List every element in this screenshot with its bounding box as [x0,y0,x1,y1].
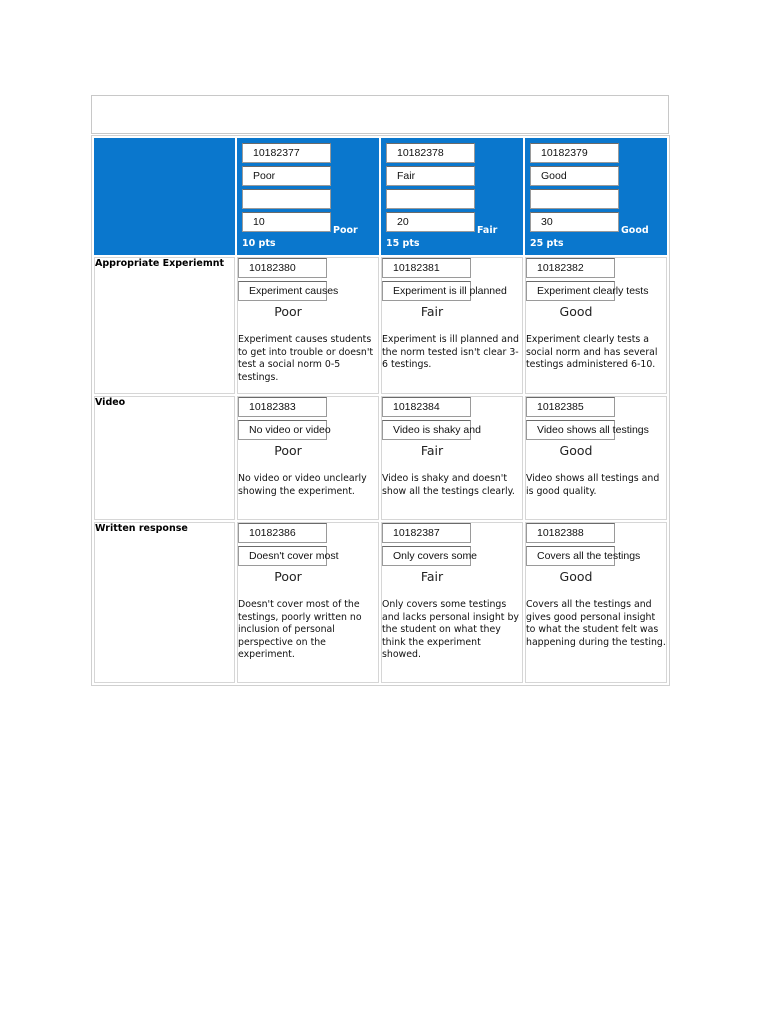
criterion-row [94,396,667,520]
header-row [94,138,667,255]
cell-level-title: Fair [420,569,444,584]
cell-text-field[interactable]: Covers all the testings [526,546,615,566]
header-name-field[interactable]: Fair [386,166,475,186]
cell-description: Video is shaky and doesn't show all the testings clearly. [382,473,515,497]
criterion-cell [237,257,379,394]
cell-id-field[interactable]: 10182385 [526,397,615,417]
header-cell-fair [381,138,523,255]
header-score-field[interactable]: 20 [386,212,475,232]
criterion-cell [237,522,379,683]
header-level-label: Fair [477,225,498,236]
cell-text-field[interactable]: Video is shaky and [382,420,471,440]
criterion-cell [525,522,667,683]
rubric-title-box [91,95,669,134]
header-level-label: Good [621,225,649,236]
header-id-field[interactable]: 10182378 [386,143,475,163]
cell-level-title: Good [559,304,593,319]
cell-description: Video shows all testings and is good quality. [526,473,660,497]
criterion-label-cell [94,522,235,683]
header-name-field[interactable]: Good [530,166,619,186]
header-score-field[interactable]: 30 [530,212,619,232]
cell-level-title: Poor [274,569,302,584]
header-name-field[interactable]: Poor [242,166,331,186]
header-blank-field[interactable] [242,189,331,209]
header-points: 10 pts [242,238,276,249]
criterion-row [94,257,667,394]
criterion-cell [525,257,667,394]
header-points: 15 pts [386,238,420,249]
cell-text-field[interactable]: Doesn't cover most [238,546,327,566]
cell-text-field[interactable]: Only covers some [382,546,471,566]
criterion-cell [381,396,523,520]
criterion-row [94,522,667,683]
header-score-field[interactable]: 10 [242,212,331,232]
criterion-label: Written response [95,523,188,534]
header-blank-field[interactable] [386,189,475,209]
rubric-table [91,135,670,686]
cell-level-title: Poor [274,443,302,458]
criterion-cell [237,396,379,520]
cell-id-field[interactable]: 10182381 [382,258,471,278]
header-id-field[interactable]: 10182379 [530,143,619,163]
cell-text-field[interactable]: Experiment is ill planned [382,281,471,301]
cell-text-field[interactable]: Experiment clearly tests [526,281,615,301]
cell-level-title: Poor [274,304,302,319]
cell-level-title: Good [559,443,593,458]
cell-level-title: Fair [420,443,444,458]
criterion-cell [381,257,523,394]
header-blank-field[interactable] [530,189,619,209]
cell-description: Experiment is ill planned and the norm tested isn't clear 3-6 testings. [382,334,519,371]
cell-id-field[interactable]: 10182386 [238,523,327,543]
header-cell-poor [237,138,379,255]
cell-id-field[interactable]: 10182388 [526,523,615,543]
cell-level-title: Good [559,569,593,584]
criterion-cell [381,522,523,683]
cell-description: Experiment causes students to get into trouble or doesn't test a social norm 0-5 testings. [238,334,374,383]
header-id-field[interactable]: 10182377 [242,143,331,163]
cell-text-field[interactable]: Video shows all testings [526,420,615,440]
cell-level-title: Fair [420,304,444,319]
cell-text-field[interactable]: No video or video [238,420,327,440]
criterion-label: Video [95,397,126,408]
criterion-label-cell [94,396,235,520]
cell-text-field[interactable]: Experiment causes [238,281,327,301]
cell-id-field[interactable]: 10182382 [526,258,615,278]
criterion-cell [525,396,667,520]
cell-id-field[interactable]: 10182383 [238,397,327,417]
cell-description: Doesn't cover most of the testings, poorly written no inclusion of personal perspective on the experiment. [238,599,362,661]
cell-description: Only covers some testings and lacks personal insight by the student on what they think the experiment showed. [382,599,519,661]
header-cell-good [525,138,667,255]
header-corner-cell [94,138,235,255]
cell-id-field[interactable]: 10182387 [382,523,471,543]
header-level-label: Poor [333,225,358,236]
cell-id-field[interactable]: 10182384 [382,397,471,417]
criterion-label-cell [94,257,235,394]
cell-description: Covers all the testings and gives good personal insight to what the student felt was happening during the testing. [526,599,666,648]
criterion-label: Appropriate Experiemnt [95,258,225,269]
cell-description: No video or video unclearly showing the experiment. [238,473,367,497]
header-points: 25 pts [530,238,564,249]
cell-id-field[interactable]: 10182380 [238,258,327,278]
cell-description: Experiment clearly tests a social norm and has several testings administered 6-10. [526,334,658,371]
